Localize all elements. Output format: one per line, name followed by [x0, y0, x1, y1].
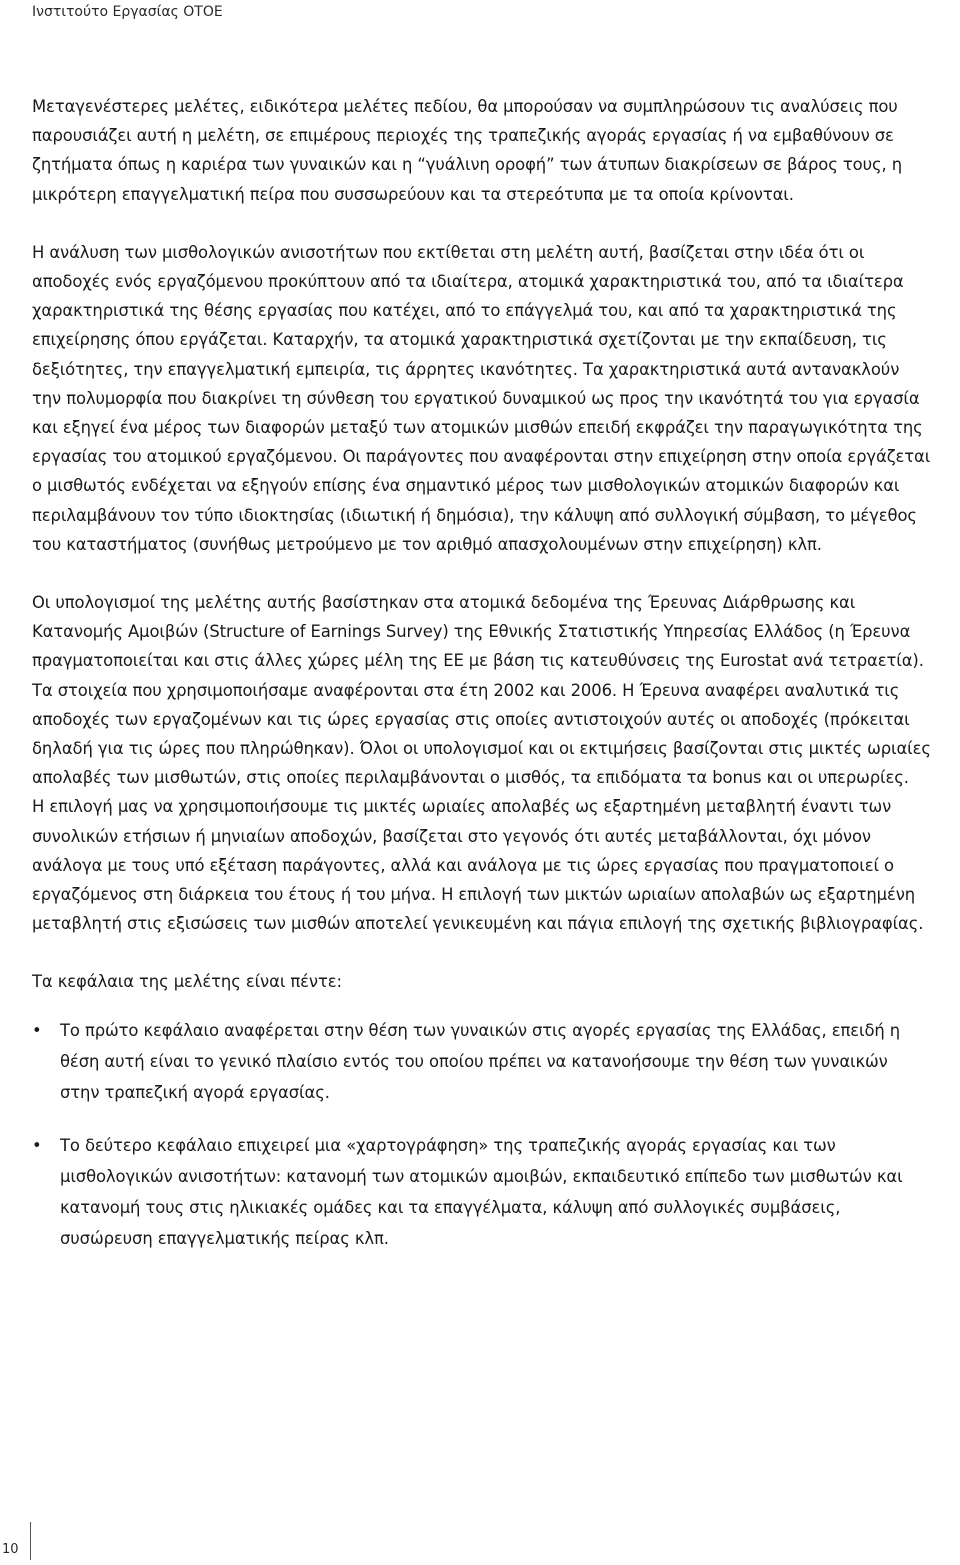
- paragraph-chapters-intro: Τα κεφάλαια της μελέτης είναι πέντε:: [32, 972, 342, 992]
- list-item-text: Το πρώτο κεφάλαιο αναφέρεται στην θέση των γυναικών στις αγορές εργασίας της Ελλάδας, επειδή η θέση αυτή είναι το γενικό πλαίσιο εντός του οποίου πρέπει να κατανοήσουμε την θέση των γυναικών στην τραπεζική αγορά εργασίας.: [60, 1020, 901, 1102]
- footer-divider: [30, 1522, 31, 1560]
- paragraph-data-source: Οι υπολογισμοί της μελέτης αυτής βασίστηκαν στα ατομικά δεδομένα της Έρευνας Διάρθρωσης και Κατανομής Αμοιβών (Structure of Earnings Survey) της Εθνικής Στατιστικής Υπηρεσίας Ελλάδος (η Έρευνα πραγματοποιείται και στις άλλες χώρες μέλη της ΕΕ με βάση τις κατευθύνσεις της Eurostat ανά τετραετία). Τα στοιχεία που χρησιμοποιήσαμε αναφέρονται στα έτη 2002 και 2006. Η Έρευνα αναφέρει αναλυτικά τις αποδοχές των εργαζομένων και τις ώρες εργασίας στις οποίες αντιστοιχούν αυτές οι αποδοχές (πρόκειται δηλαδή για τις ώρες που πληρώθηκαν). Όλοι οι υπολογισμοί και οι εκτιμήσεις βασίζονται στις μικτές ωριαίες απολαβές των μισθωτών, στις οποίες περιλαμβάνονται ο μισθός, τα επιδόματα τα bonus και οι υπερωρίες.: [32, 593, 931, 788]
- list-item: [32, 1130, 932, 1254]
- list-item: [32, 1015, 932, 1108]
- page-number: 10: [2, 1542, 19, 1557]
- document-body: [32, 92, 932, 1276]
- list-item-text: Το δεύτερο κεφάλαιο επιχειρεί μια «χαρτογράφηση» της τραπεζικής αγοράς εργασίας και των μισθολογικών ανισοτήτων: κατανομή των ατομικών αμοιβών, εκπαιδευτικό επίπεδο των μισθωτών και κατανομή τους στις ηλικιακές ομάδες και τα επαγγέλματα, κάλυψη από συλλογικές συμβάσεις, συσώρευση επαγγελματικής πείρας κλπ.: [60, 1135, 903, 1248]
- paragraph-wage-inequality-analysis: Η ανάλυση των μισθολογικών ανισοτήτων που εκτίθεται στη μελέτη αυτή, βασίζεται στην ιδέα ότι οι αποδοχές ενός εργαζόμενου προκύπτουν από τα ιδιαίτερα, ατομικά χαρακτηριστικά του, από τα ιδιαίτερα χαρακτηριστικά της θέσης εργασίας που κατέχει, από το επάγγελμά του, και από τα χαρακτηριστικά της επιχείρησης όπου εργάζεται. Καταρχήν, τα ατομικά χαρακτηριστικά σχετίζονται με την εκπαίδευση, τις δεξιότητες, την επαγγελματική εμπειρία, τις άρρητες ικανότητες. Τα χαρακτηριστικά αυτά αντανακλούν την πολυμορφία που διακρίνει τη σύνθεση του εργατικού δυναμικού ως προς την ικανότητά του για εργασία και εξηγεί ένα μέρος των διαφορών μεταξύ των ατομικών μισθών επειδή εκφράζει την παραγωγικότητα της εργασίας του ατομικού εργαζόμενου. Οι παράγοντες που αναφέρονται στην επιχείρηση στην οποία εργάζεται ο μισθωτός ενδέχεται να εξηγούν επίσης ένα σημαντικό μέρος των μισθολογικών ατομικών διαφορών και περιλαμβάνουν τον τύπο ιδιοκτησίας (ιδιωτική ή δημόσια), την κάλυψη από συλλογική σύμβαση, το μέγεθος του καταστήματος (συνήθως μετρούμενο με τον αριθμό απασχολουμένων στην επιχείρηση) κλπ.: [32, 242, 931, 554]
- bullet-icon: •: [32, 1135, 42, 1155]
- paragraph-dependent-variable: Η επιλογή μας να χρησιμοποιήσουμε τις μικτές ωριαίες απολαβές ως εξαρτημένη μεταβλητή έναντι των συνολικών ετήσιων ή μηνιαίων αποδοχών, βασίζεται στο γεγονός ότι αυτές μεταβάλλονται, όχι μόνον ανάλογα με τους υπό εξέταση παράγοντες, αλλά και ανάλογα με τις ώρες εργασίας που πραγματοποιεί ο εργαζόμενος στη διάρκεια του έτους ή του μήνα. Η επιλογή των μικτών ωριαίων απολαβών ως εξαρτημένη μεταβλητή στις εξισώσεις των μισθών αποτελεί γενικευμένη και πάγια επιλογή της σχετικής βιβλιογραφίας.: [32, 797, 924, 934]
- bullet-icon: •: [32, 1020, 42, 1040]
- running-header: Ινστιτούτο Εργασίας ΟΤΟΕ: [32, 4, 223, 20]
- paragraph-further-studies: Μεταγενέστερες μελέτες, ειδικότερα μελέτες πεδίου, θα μπορούσαν να συμπληρώσουν τις αναλύσεις που παρουσιάζει αυτή η μελέτη, σε επιμέρους περιοχές της τραπεζικής αγοράς εργασίας ή να εμβαθύνουν σε ζητήματα όπως η καριέρα των γυναικών και η “γυάλινη οροφή” των άτυπων διακρίσεων σε βάρος τους, η μικρότερη επαγγελματική πείρα που συσσωρεύουν και τα στερεότυπα με τα οποία κρίνονται.: [32, 97, 902, 204]
- chapters-list: [32, 1015, 932, 1254]
- page-footer: [0, 1522, 60, 1562]
